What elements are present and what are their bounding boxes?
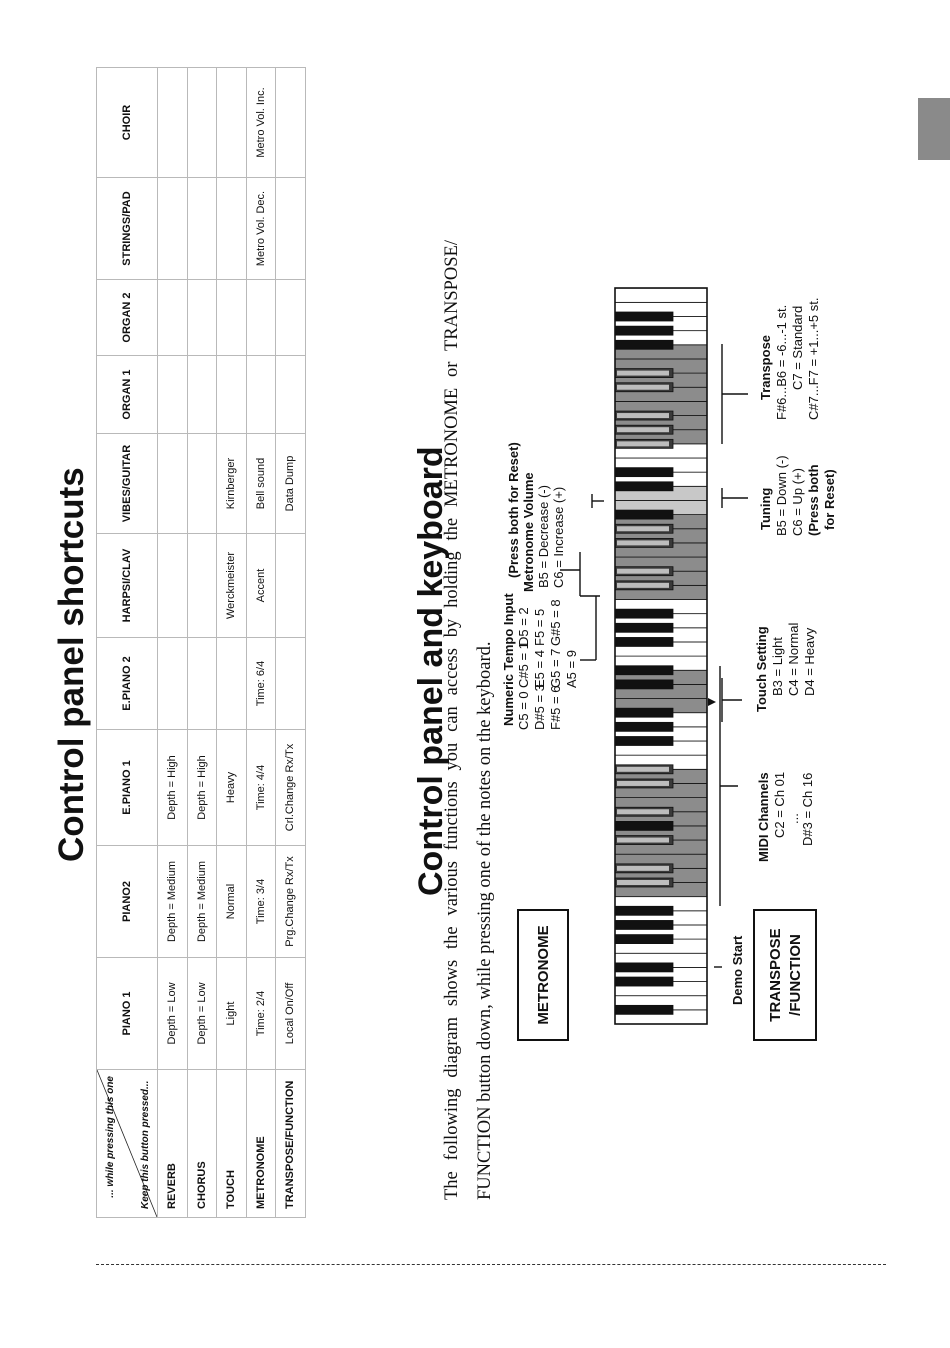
tempo-input-value: C#5 = 1 bbox=[516, 642, 531, 688]
tuning-line: B5 = Down (-) bbox=[774, 455, 789, 536]
transpose-line: F#6...B6 = -6...-1 st. bbox=[774, 304, 789, 420]
transpose-function-button-box bbox=[754, 910, 816, 1040]
column-header: E.PIANO 2 bbox=[97, 638, 158, 730]
table-cell: Heavy bbox=[217, 730, 247, 846]
black-key-highlight bbox=[617, 781, 669, 786]
table-cell: Depth = Low bbox=[187, 958, 217, 1070]
black-key bbox=[615, 340, 673, 349]
black-key-highlight bbox=[617, 838, 669, 843]
transpose-button-label-2: /FUNCTION bbox=[787, 934, 804, 1016]
black-key-highlight bbox=[617, 767, 669, 772]
black-key bbox=[615, 637, 673, 646]
table-cell: Time: 4/4 bbox=[246, 730, 276, 846]
black-key bbox=[615, 623, 673, 632]
table-cell: Time: 2/4 bbox=[246, 958, 276, 1070]
table-cell: Depth = Medium bbox=[187, 846, 217, 958]
table-cell: Light bbox=[217, 958, 247, 1070]
row-header: CHORUS bbox=[187, 1070, 217, 1218]
table-cell: Local On/Off bbox=[276, 958, 306, 1070]
tempo-input-value: D5 = 2 bbox=[516, 607, 531, 646]
midi-channels-title: MIDI Channels bbox=[756, 772, 771, 862]
black-key bbox=[615, 708, 673, 717]
tuning-reset: for Reset) bbox=[822, 469, 837, 530]
active-key-marker bbox=[708, 698, 716, 706]
black-key-highlight bbox=[617, 809, 669, 814]
metronome-volume-line: B5 = Decrease (-) bbox=[536, 485, 551, 588]
black-key bbox=[615, 312, 673, 321]
black-key bbox=[615, 906, 673, 915]
midi-channels-line: ... bbox=[786, 813, 801, 824]
black-key bbox=[615, 920, 673, 929]
black-key bbox=[615, 935, 673, 944]
touch-setting-line: D4 = Heavy bbox=[802, 627, 817, 696]
black-key bbox=[615, 666, 673, 675]
black-key bbox=[615, 482, 673, 491]
table-cell: Crl.Change Rx/Tx bbox=[276, 730, 306, 846]
table-cell: Data Dump bbox=[276, 434, 306, 534]
table-cell: Kirnberger bbox=[217, 434, 247, 534]
table-cell: Werckmeister bbox=[217, 534, 247, 638]
table-cell: Depth = High bbox=[187, 730, 217, 846]
title-shortcuts: Control panel shortcuts bbox=[52, 467, 91, 862]
black-key bbox=[615, 821, 673, 830]
white-key bbox=[615, 288, 707, 302]
corner-top-label: ... while pressing this one bbox=[105, 1076, 116, 1198]
table-cell: Time: 3/4 bbox=[246, 846, 276, 958]
black-key-highlight bbox=[617, 441, 669, 446]
black-key-highlight bbox=[617, 427, 669, 432]
row-header: TOUCH bbox=[217, 1070, 247, 1218]
column-header: E.PIANO 1 bbox=[97, 730, 158, 846]
tempo-input-value: E5 = 4 bbox=[532, 650, 547, 688]
corner-bottom-label: Keep this button pressed... bbox=[140, 1080, 151, 1209]
transpose-button-label-1: TRANSPOSE bbox=[767, 928, 784, 1022]
column-header: HARPSI/CLAV bbox=[97, 534, 158, 638]
table-cell: Metro Vol. Dec. bbox=[246, 178, 276, 280]
intro-paragraph: The following diagram shows the various functions you can access by holding the METRONOME or TRANSPOSE/ FUNCTION button down, while pressing one of the notes on the keyboard. bbox=[442, 240, 495, 1200]
column-header: STRINGS/PAD bbox=[97, 178, 158, 280]
black-key bbox=[615, 1005, 673, 1014]
transpose-line: C#7...F7 = +1...+5 st. bbox=[806, 297, 821, 420]
black-key bbox=[615, 510, 673, 519]
midi-channels-line: C2 = Ch 01 bbox=[772, 771, 787, 838]
tempo-input-value: F5 = 5 bbox=[532, 608, 547, 646]
black-key bbox=[615, 468, 673, 477]
column-header: ORGAN 2 bbox=[97, 280, 158, 356]
piano-keyboard bbox=[615, 288, 707, 1024]
black-key-highlight bbox=[617, 540, 669, 545]
table-cell: Prg.Change Rx/Tx bbox=[276, 846, 306, 958]
table-cell: Depth = Medium bbox=[158, 846, 188, 958]
column-header: VIBES/GUITAR bbox=[97, 434, 158, 534]
tempo-input-value: F#5 = 6 bbox=[548, 685, 563, 730]
tempo-input-value: G#5 = 8 bbox=[548, 599, 563, 646]
tempo-input-value: G5 = 7 bbox=[548, 648, 563, 688]
table-cell: Time: 6/4 bbox=[246, 638, 276, 730]
row-header: TRANSPOSE/FUNCTION bbox=[276, 1070, 306, 1218]
black-key-highlight bbox=[617, 569, 669, 574]
black-key-highlight bbox=[617, 866, 669, 871]
title-keyboard: Control panel and keyboard bbox=[412, 446, 450, 896]
midi-channels-line: D#3 = Ch 16 bbox=[800, 772, 815, 846]
row-header: REVERB bbox=[158, 1070, 188, 1218]
touch-setting-line: C4 = Normal bbox=[786, 622, 801, 696]
transpose-title: Transpose bbox=[758, 334, 773, 400]
metronome-volume-reset: (Press both for Reset) bbox=[506, 442, 521, 578]
column-header: PIANO2 bbox=[97, 846, 158, 958]
black-key bbox=[615, 609, 673, 618]
table-cell: Bell sound bbox=[246, 434, 276, 534]
demo-start-label: Demo Start bbox=[730, 935, 745, 1005]
column-header: CHOIR bbox=[97, 68, 158, 178]
black-key bbox=[615, 722, 673, 731]
table-cell: Depth = High bbox=[158, 730, 188, 846]
black-key bbox=[615, 963, 673, 972]
black-key bbox=[615, 737, 673, 746]
tuning-reset: (Press both bbox=[806, 464, 821, 536]
table-cell: Accent bbox=[246, 534, 276, 638]
touch-setting-title: Touch Setting bbox=[754, 626, 769, 712]
tempo-input-title: Numeric Tempo Input bbox=[501, 593, 516, 726]
touch-setting-line: B3 = Light bbox=[770, 637, 785, 696]
black-key-highlight bbox=[617, 385, 669, 390]
tempo-input-value: D#5 = 3 bbox=[532, 684, 547, 730]
row-header: METRONOME bbox=[246, 1070, 276, 1218]
metronome-volume-title: Metronome Volume bbox=[521, 472, 536, 592]
table-cell: Depth = Low bbox=[158, 958, 188, 1070]
tuning-line: C6 = Up (+) bbox=[790, 468, 805, 536]
black-key-highlight bbox=[617, 583, 669, 588]
transpose-line: C7 = Standard bbox=[790, 305, 805, 390]
column-header: ORGAN 1 bbox=[97, 356, 158, 434]
black-key-highlight bbox=[617, 371, 669, 376]
metronome-volume-line: C6 = Increase (+) bbox=[551, 486, 566, 588]
table-cell: Metro Vol. Inc. bbox=[246, 68, 276, 178]
table-cell: Normal bbox=[217, 846, 247, 958]
black-key bbox=[615, 326, 673, 335]
tuning-title: Tuning bbox=[758, 487, 773, 530]
tempo-input-value: A5 = 9 bbox=[564, 650, 579, 688]
black-key bbox=[615, 680, 673, 689]
metronome-button-label: METRONOME bbox=[535, 925, 552, 1025]
black-key bbox=[615, 977, 673, 986]
black-key-highlight bbox=[617, 526, 669, 531]
column-header: PIANO 1 bbox=[97, 958, 158, 1070]
black-key-highlight bbox=[617, 413, 669, 418]
black-key-highlight bbox=[617, 880, 669, 885]
tempo-input-value: C5 = 0 bbox=[516, 691, 531, 730]
